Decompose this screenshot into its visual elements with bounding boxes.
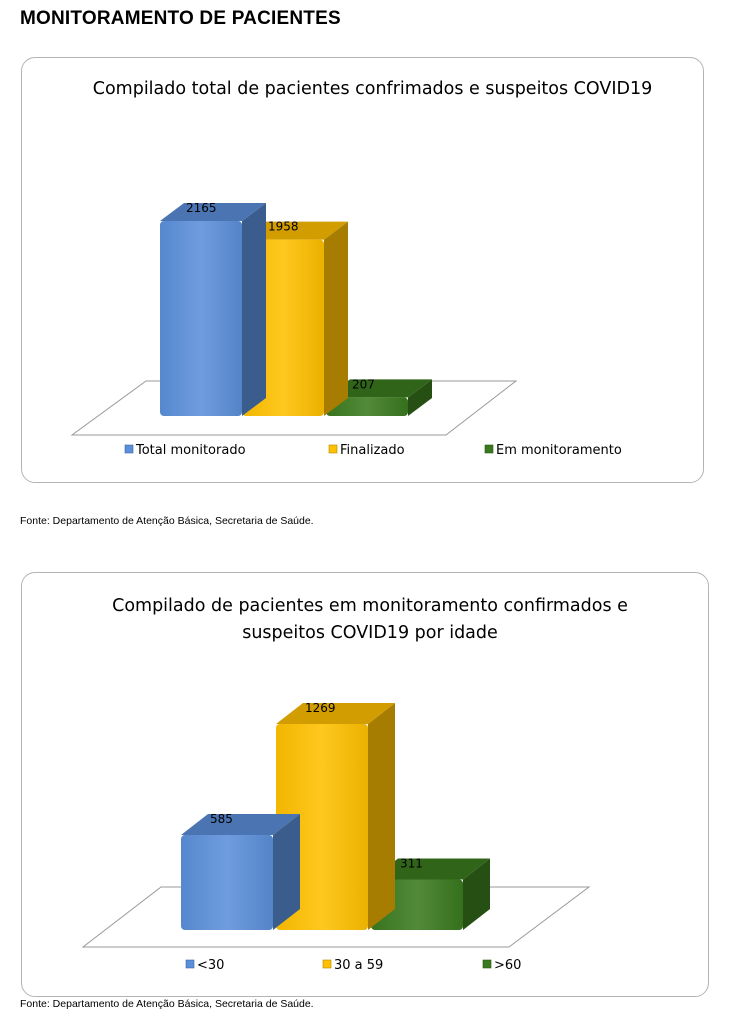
bar-front — [181, 835, 273, 930]
data-label-em-monitoramento: 207 — [352, 377, 375, 392]
legend-swatch — [323, 960, 331, 968]
data-label-total-monitorado: 2165 — [186, 201, 217, 215]
bar-front — [160, 221, 242, 416]
chart-title: Compilado total de pacientes confrimados e suspeitos COVID19 — [92, 79, 653, 99]
chart-title: Compilado de pacientes em monitoramento confirmados e suspeitos COVID19 por idade — [112, 596, 628, 643]
legend-item-em-monitoramento — [485, 443, 622, 458]
legend-label: Total monitorado — [136, 443, 246, 458]
source-note: Fonte: Departamento de Atenção Básica, Secretaria de Saúde. — [20, 515, 314, 527]
legend-item-60 — [483, 958, 521, 973]
chart-panel-total — [21, 57, 704, 483]
bar-total-monitorado — [160, 203, 266, 416]
data-label-60: 311 — [400, 856, 423, 871]
legend-item-30 — [186, 958, 224, 973]
legend-item-30-a-59 — [323, 958, 383, 973]
data-label-finalizado: 1958 — [268, 219, 299, 234]
chart-panel-age — [21, 572, 709, 997]
legend-item-finalizado — [329, 443, 405, 458]
legend-label: Finalizado — [340, 443, 405, 458]
source-note: Fonte: Departamento de Atenção Básica, Secretaria de Saúde. — [20, 998, 314, 1010]
data-label-30: 585 — [210, 812, 233, 827]
legend-item-total-monitorado — [125, 443, 246, 458]
legend-label: Em monitoramento — [496, 443, 622, 458]
data-label-30-a-59: 1269 — [305, 701, 336, 715]
legend-swatch — [125, 445, 133, 453]
bar-side — [324, 222, 348, 416]
legend-swatch — [329, 445, 337, 453]
legend-swatch — [483, 960, 491, 968]
legend-label: 30 a 59 — [334, 958, 384, 973]
legend-swatch — [485, 445, 493, 453]
legend-label: <30 — [197, 958, 225, 973]
bar-side — [242, 203, 266, 416]
bar-30 — [181, 814, 300, 930]
chart-plot-age — [22, 573, 708, 996]
chart-plot-total — [22, 58, 703, 482]
page-title: MONITORAMENTO DE PACIENTES — [20, 8, 341, 29]
legend-label: >60 — [494, 958, 522, 973]
legend-swatch — [186, 960, 194, 968]
bar-side — [368, 703, 395, 930]
